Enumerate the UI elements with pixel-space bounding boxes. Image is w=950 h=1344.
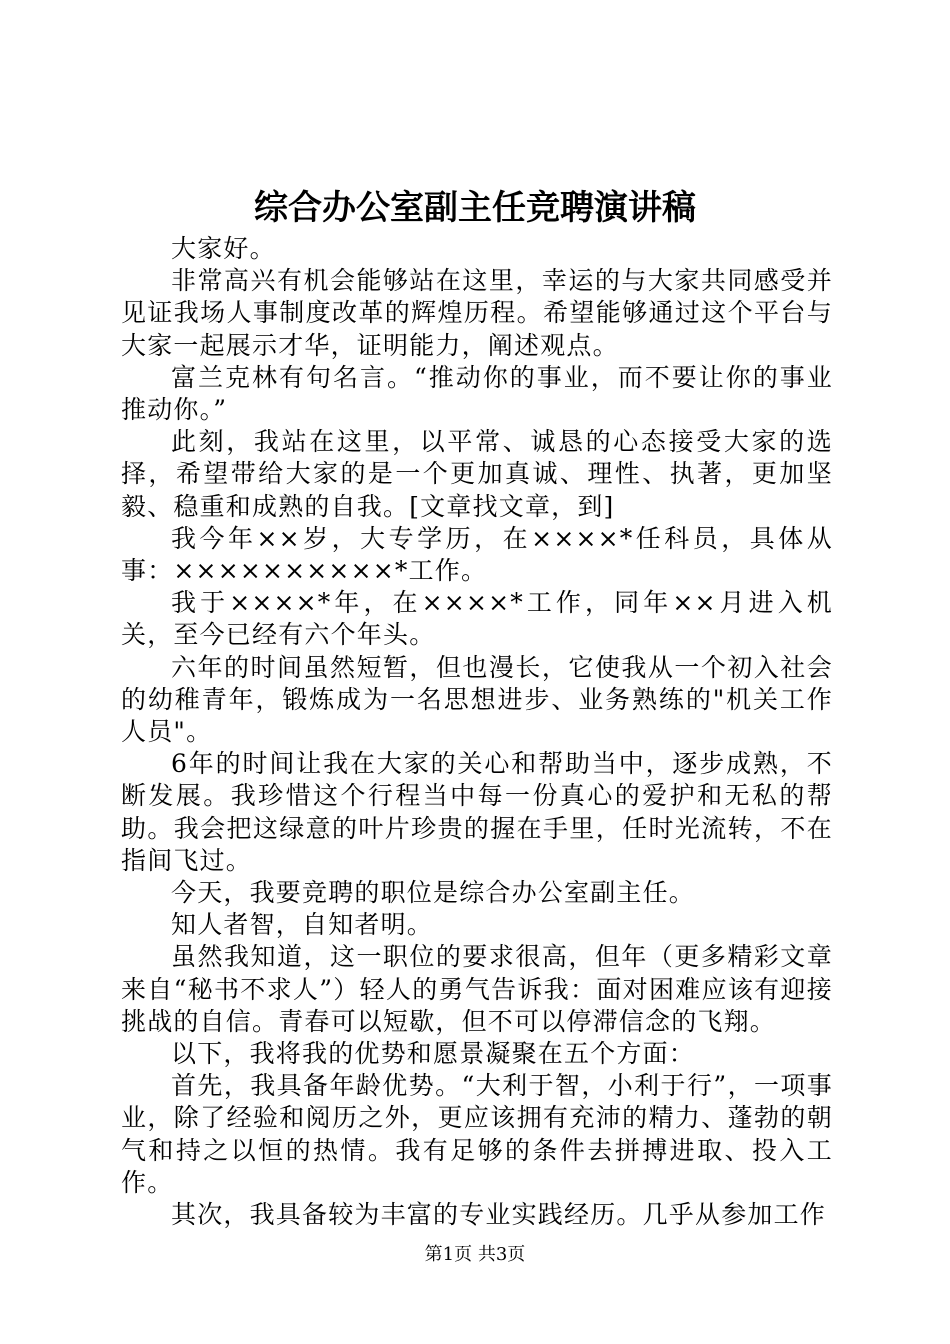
paragraph: 此刻，我站在这里，以平常、诚恳的心态接受大家的选择，希望带给大家的是一个更加真诚、理性、执著，更加坚毅、稳重和成熟的自我。[文章找文章，到] [121,427,833,521]
paragraph: 以下，我将我的优势和愿景凝聚在五个方面： [171,1039,696,1069]
paragraph: 富兰克林有句名言。“推动你的事业，而不要让你的事业推动你。” [121,362,833,425]
paragraph: 今天，我要竞聘的职位是综合办公室副主任。 [171,878,696,908]
paragraph: 知人者智，自知者明。 [171,910,434,940]
paragraph: 六年的时间虽然短暂，但也漫长，它使我从一个初入社会的幼稚青年，锻炼成为一名思想进步、业务熟练的"机关工作人员"。 [121,652,833,747]
paragraph: 6年的时间让我在大家的关心和帮助当中，逐步成熟，不断发展。我珍惜这个行程当中每一份真心的爱护和无私的帮助。我会把这绿意的叶片珍贵的握在手里，任时光流转，不在指间飞过。 [121,749,833,875]
page-footer: 第1页 共3页 [424,1244,526,1265]
document-body [121,233,833,1231]
paragraph: 大家好。 [171,234,276,263]
paragraph: 虽然我知道，这一职位的要求很高，但年（更多精彩文章来自“秘书不求人”）轻人的勇气告诉我：面对困难应该有迎接挑战的自信。青春可以短歇，但不可以停滞信念的飞翔。 [121,942,833,1036]
document-title: 综合办公室副主任竞聘演讲稿 [254,188,696,228]
paragraph: 其次，我具备较为丰富的专业实践经历。几乎从参加工作 [171,1200,827,1230]
paragraph: 我今年××岁，大专学历，在××××*任科员，具体从事：××××××××××*工作。 [121,523,833,586]
paragraph: 首先，我具备年龄优势。“大利于智，小利于行”，一项事业，除了经验和阅历之外，更应该拥有充沛的精力、蓬勃的朝气和持之以恒的热情。我有足够的条件去拼搏进取、投入工作。 [121,1071,833,1197]
paragraph: 我于××××*年，在××××*工作，同年××月进入机关，至今已经有六个年头。 [121,588,833,650]
paragraph: 非常高兴有机会能够站在这里，幸运的与大家共同感受并见证我场人事制度改革的辉煌历程。希望能够通过这个平台与大家一起展示才华，证明能力，阐述观点。 [121,266,833,360]
